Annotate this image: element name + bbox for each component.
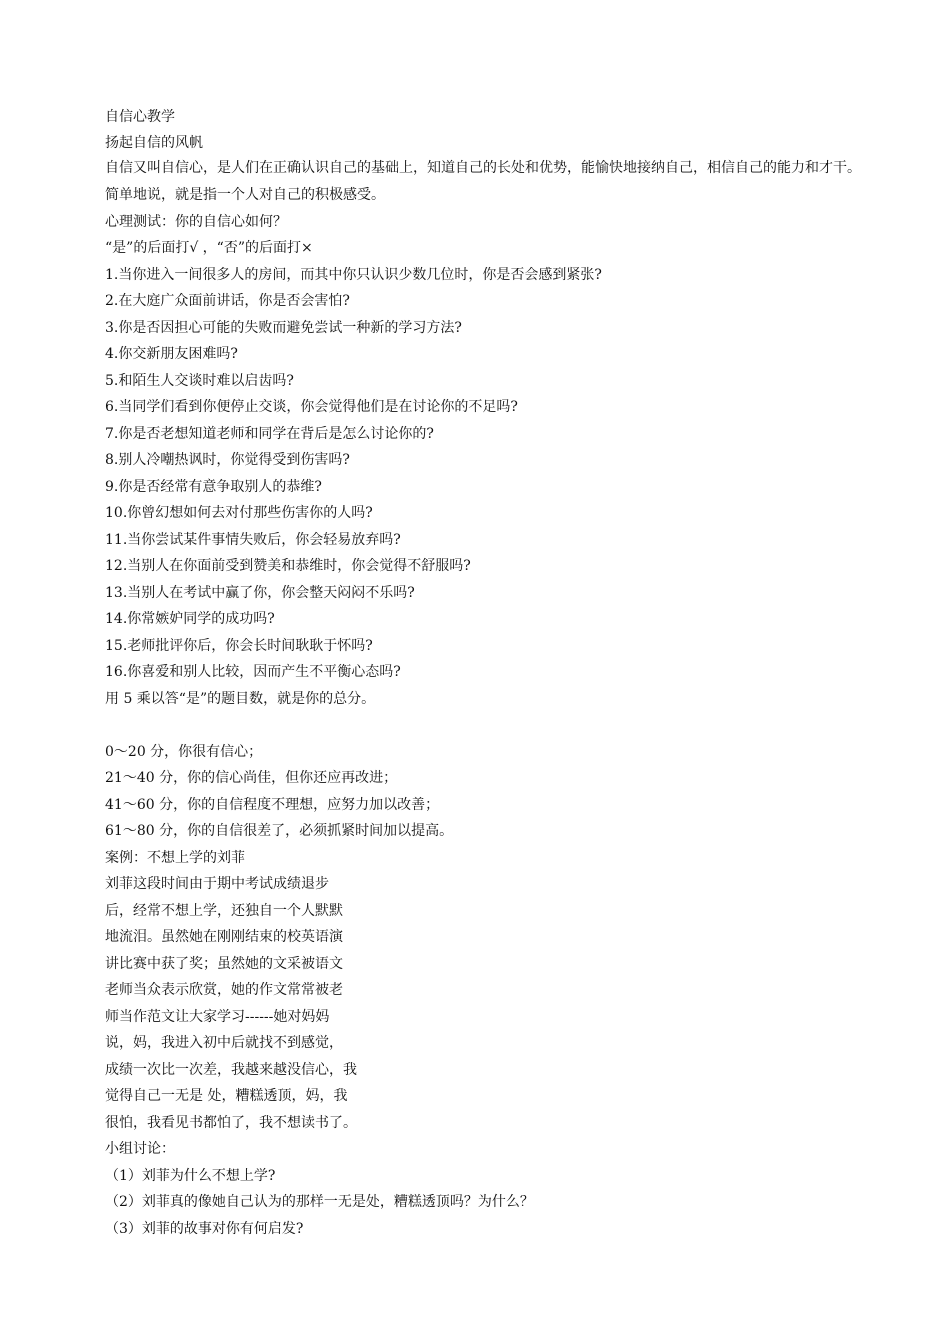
question-item: 13.当别人在考试中赢了你，你会整天闷闷不乐吗? (105, 585, 415, 601)
question-item: 1.当你进入一间很多人的房间，而其中你只认识少数几位时，你是否会感到紧张? (105, 267, 602, 283)
discussion-heading: 小组讨论： (105, 1141, 175, 1157)
question-item: 9.你是否经常有意争取别人的恭维? (105, 479, 322, 495)
case-line: 刘菲这段时间由于期中考试成绩退步 (105, 876, 329, 892)
case-line: 说，妈，我进入初中后就找不到感觉， (105, 1035, 343, 1051)
discussion-item: （3）刘菲的故事对你有何启发? (105, 1221, 304, 1237)
case-line: 师当作范文让大家学习------她对妈妈 (105, 1009, 330, 1025)
test-instruction: “是”的后面打√ ，“否”的后面打× (105, 240, 313, 256)
question-item: 16.你喜爱和别人比较，因而产生不平衡心态吗? (105, 664, 401, 680)
question-item: 3.你是否因担心可能的失败而避免尝试一种新的学习方法? (105, 320, 462, 336)
case-line: 觉得自己一无是 处，糟糕透顶，妈，我 (105, 1088, 348, 1104)
case-line: 很怕，我看见书都怕了，我不想读书了。 (105, 1115, 357, 1131)
question-item: 11.当你尝试某件事情失败后，你会轻易放弃吗? (105, 532, 401, 548)
question-item: 15.老师批评你后，你会长时间耿耿于怀吗? (105, 638, 373, 654)
result-item: 41～60 分，你的自信程度不理想，应努力加以改善； (105, 797, 440, 813)
question-item: 4.你交新朋友困难吗? (105, 346, 238, 362)
test-heading: 心理测试：你的自信心如何？ (105, 214, 287, 230)
result-item: 21～40 分，你的信心尚佳，但你还应再改进； (105, 770, 398, 786)
result-item: 0～20 分，你很有信心； (105, 744, 263, 760)
doc-title: 自信心教学 (105, 109, 175, 125)
case-line: 老师当众表示欣赏，她的作文常常被老 (105, 982, 343, 998)
result-item: 61～80 分，你的自信很差了，必须抓紧时间加以提高。 (105, 823, 454, 839)
discussion-item: （2）刘菲真的像她自己认为的那样一无是处，糟糕透顶吗？为什么？ (105, 1194, 534, 1210)
scoring-rule: 用 5 乘以答“是”的题目数，就是你的总分。 (105, 691, 376, 707)
doc-subtitle: 扬起自信的风帆 (105, 135, 203, 151)
question-item: 7.你是否老想知道老师和同学在背后是怎么讨论你的? (105, 426, 434, 442)
case-heading: 案例：不想上学的刘菲 (105, 850, 245, 866)
question-item: 2.在大庭广众面前讲话，你是否会害怕? (105, 293, 350, 309)
question-item: 14.你常嫉妒同学的成功吗? (105, 611, 275, 627)
question-item: 6.当同学们看到你便停止交谈，你会觉得他们是在讨论你的不足吗? (105, 399, 518, 415)
intro-paragraph: 自信又叫自信心，是人们在正确认识自己的基础上，知道自己的长处和优势，能愉快地接纳自己，相信自己的能力和才干。简单地说，就是指一个人对自己的积极感受。 (105, 160, 861, 203)
case-line: 地流泪。虽然她在刚刚结束的校英语演 (105, 929, 343, 945)
question-item: 12.当别人在你面前受到赞美和恭维时，你会觉得不舒服吗? (105, 558, 471, 574)
case-line: 讲比赛中获了奖；虽然她的文采被语文 (105, 956, 343, 972)
case-line: 成绩一次比一次差，我越来越没信心，我 (105, 1062, 357, 1078)
case-line: 后，经常不想上学，还独自一个人默默 (105, 903, 343, 919)
question-item: 10.你曾幻想如何去对付那些伤害你的人吗? (105, 505, 373, 521)
question-item: 5.和陌生人交谈时难以启齿吗? (105, 373, 294, 389)
question-item: 8.别人冷嘲热讽时，你觉得受到伤害吗? (105, 452, 350, 468)
discussion-item: （1）刘菲为什么不想上学? (105, 1168, 276, 1184)
